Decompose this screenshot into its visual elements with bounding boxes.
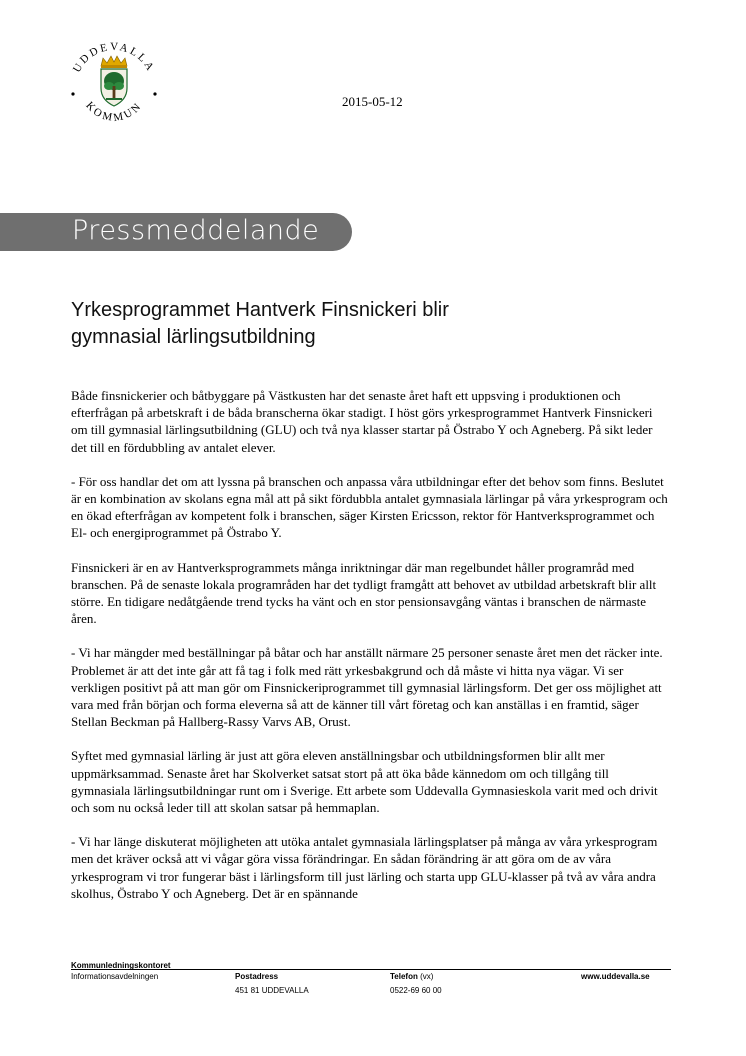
banner-label: Pressmeddelande	[72, 215, 320, 246]
article-body	[71, 387, 671, 919]
body-paragraph: Syftet med gymnasial lärling är just att göra eleven anställningsbar och utbildningsformen blir allt mer uppmärksammad. Senaste året har Skolverket satsat stort på att öka både kännedom om och tillgång till gymnasiala lärlingsutbildningar runt om i Sverige. Ett arbete som Uddevalla Gymnasieskola varit med och drivit och som nu också leder till att skolan satsar på hemmaplan.	[71, 748, 658, 816]
logo-text-bottom: KOMMUN	[83, 99, 145, 125]
footer-postal-label: Postadress	[235, 972, 279, 981]
press-release-headline	[71, 297, 631, 351]
footer-phone-suffix: (vx)	[417, 972, 434, 981]
footer-website-link[interactable]: www.uddevalla.se	[581, 972, 650, 981]
headline-line: gymnasial lärlingsutbildning	[71, 326, 316, 348]
document-date: 2015-05-12	[342, 94, 403, 109]
press-release-banner	[0, 213, 352, 251]
body-paragraph: - För oss handlar det om att lyssna på branschen och anpassa våra utbildningar efter det behov som finns. Beslutet är en kombination av skolans egna mål att på sikt fördubbla antalet gymnasiala lärlingar på våra yrkesprogram och en ökad efterfrågan av kompetent folk i branschen, säger Kirsten Ericsson, rektor för Hantverksprogrammet och El- och energiprogrammet på Östrabo Y.	[71, 473, 668, 541]
headline-line: Yrkesprogrammet Hantverk Finsnickeri blir	[71, 299, 449, 321]
footer-unit: Informationsavdelningen	[71, 972, 159, 981]
footer-phone-value: 0522-69 60 00	[390, 986, 442, 995]
logo-text-top: UDDEVALLA	[70, 40, 158, 75]
crown-icon	[101, 56, 127, 68]
body-paragraph: - Vi har länge diskuterat möjligheten att utöka antalet gymnasiala lärlingsplatser på många av våra yrkesprogram men det kräver också att vi vågar göra vissa förändringar. En sådan förändring är att göra om de av våra yrkesprogram vi tror fungerar bäst i lärlingsform till just lärling och starta upp GLU-klasser på två av våra andra skolhus, Östrabo Y och Agneberg. Det är en spännande	[71, 834, 658, 901]
shield-icon	[101, 69, 127, 106]
body-paragraph: Både finsnickerier och båtbyggare på Västkusten har det senaste året haft ett uppsving i produktionen och efterfrågan på arbetskraft i de båda branscherna ökar stadigt. I höst görs yrkesprogrammet Hantverk Finsnickeri om till gymnasial lärlingsutbildning (GLU) och två nya klasser startar på Östrabo Y och Agneberg. På sikt leder det till en fördubbling av antalet elever.	[71, 388, 653, 455]
body-paragraph: - Vi har mängder med beställningar på båtar och har anställt närmare 25 personer senaste året men det räcker inte. Problemet är att det inte går att få tag i folk med rätt yrkesbakgrund och då måste vi hitta nya vägar. Vi ser verkligen positivt på att man gör om Finsnickeriprogrammet till gymnasial lärlingsform. Det ger oss möjlighet att vara med från början och forma eleverna så att de känner till vårt företag och kan anställas i en framtid, säger Stellan Beckman på Hallberg-Rassy Varvs AB, Orust.	[71, 645, 663, 730]
footer-department: Kommunledningskontoret	[71, 961, 171, 970]
body-paragraph: Finsnickeri är en av Hantverksprogrammets många inriktningar där man regelbundet håller programråd med branschen. På de senaste lokala programråden har det tydligt framgått att behovet av utbildad arbetskraft blir allt större. En tidigare nedåtgående trend tycks ha vänt och en stor pensionsavgång väntas i branschen de närmaste åren.	[71, 559, 657, 627]
footer-postal-value: 451 81 UDDEVALLA	[235, 986, 309, 995]
footer-postal	[235, 972, 309, 995]
footer-divider	[71, 969, 671, 970]
uddevalla-kommun-logo	[64, 36, 164, 136]
footer-phone-label: Telefon	[390, 972, 418, 981]
footer-phone	[390, 972, 442, 995]
